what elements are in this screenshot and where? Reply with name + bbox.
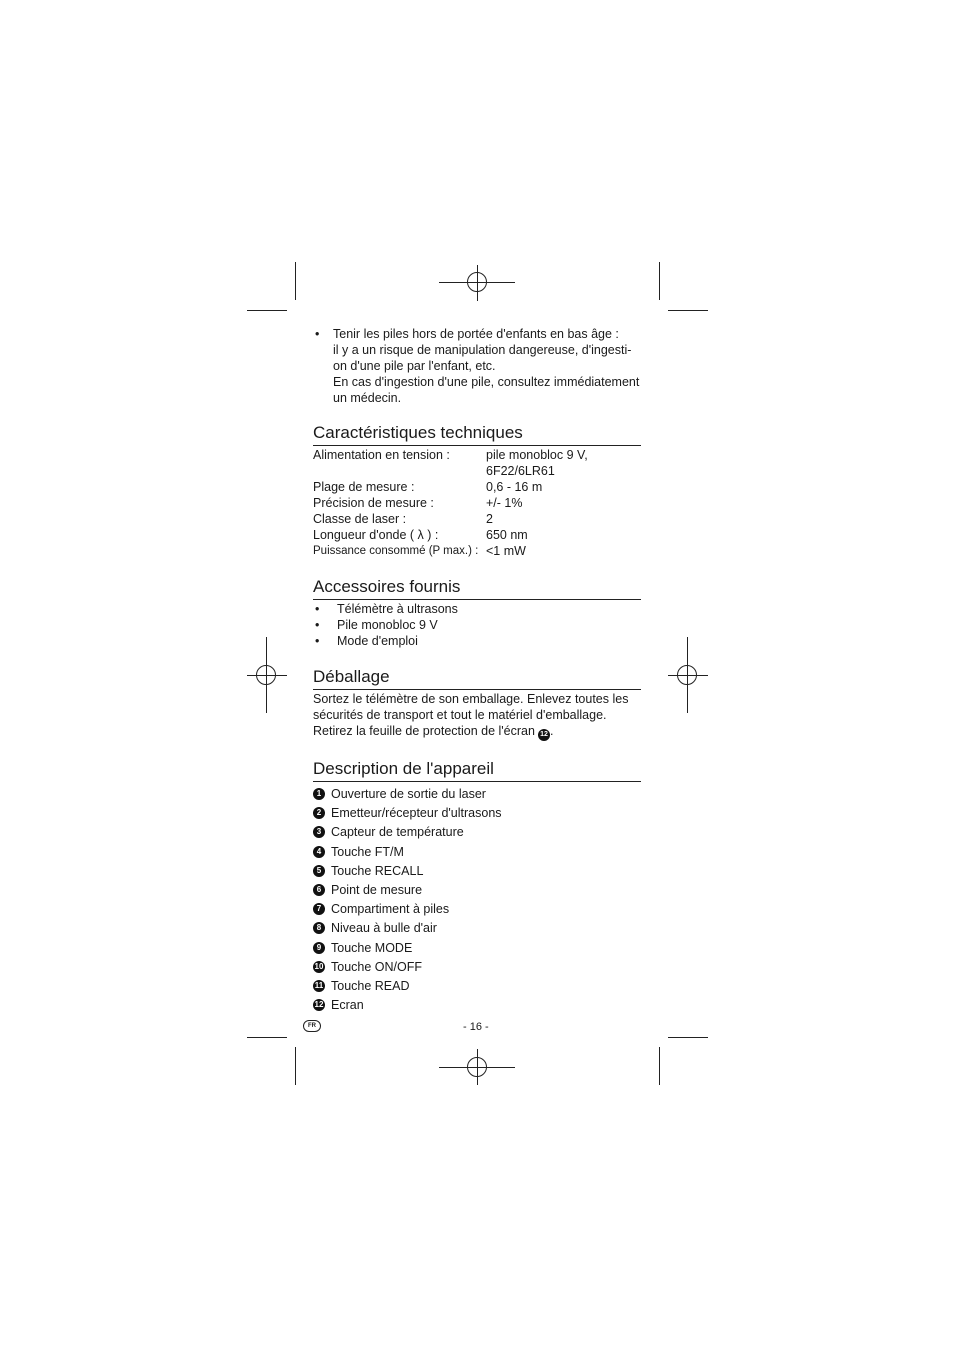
section-title-specs: Caractéristiques techniques xyxy=(313,423,641,446)
list-item: 3 Capteur de température xyxy=(313,823,641,842)
screen-ref-badge: 12 xyxy=(538,729,550,741)
list-item: 10 Touche ON/OFF xyxy=(314,959,422,974)
page-content xyxy=(313,326,641,1015)
crop-mark xyxy=(295,1047,296,1085)
intro-line: un médecin. xyxy=(333,391,402,405)
list-item: 12 Ecran xyxy=(314,998,364,1013)
language-badge: FR xyxy=(303,1020,321,1032)
crop-mark xyxy=(659,1047,660,1085)
section-title-accessories: Accessoires fournis xyxy=(313,577,641,600)
section-title-description: Description de l'appareil xyxy=(313,759,641,782)
part-number-badge: 3 xyxy=(313,826,325,838)
part-number-badge: 11 xyxy=(314,980,324,990)
spec-row: Plage de mesure : 0,6 - 16 m xyxy=(313,480,543,494)
intro-line: il y a un risque de manipulation dangereuse, d'ingesti- xyxy=(333,343,632,357)
part-number-badge: 9 xyxy=(313,942,325,954)
spec-row: Alimentation en tension : pile monobloc 9 V, xyxy=(313,448,588,462)
part-number-badge: 5 xyxy=(313,865,325,877)
part-number-badge: 10 xyxy=(314,961,324,971)
intro-bullet xyxy=(315,326,641,406)
part-number-badge: 8 xyxy=(313,922,325,934)
crop-mark xyxy=(659,262,660,300)
list-item: 7 Compartiment à piles xyxy=(313,900,641,919)
intro-line: En cas d'ingestion d'une pile, consultez immédiatement xyxy=(333,375,640,389)
page-number: - 16 - xyxy=(463,1021,489,1033)
spec-row: Longueur d'onde ( λ ) : 650 nm xyxy=(313,528,528,542)
part-number-badge: 2 xyxy=(313,807,325,819)
accessories-list xyxy=(313,601,641,649)
list-item: 11 Touche READ xyxy=(314,978,410,993)
section-title-unpacking: Déballage xyxy=(313,667,641,690)
crop-mark xyxy=(668,310,708,311)
list-item: 9 Touche MODE xyxy=(313,938,641,957)
list-item: • Mode d'emploi xyxy=(315,634,418,648)
list-item: • Pile monobloc 9 V xyxy=(315,618,438,632)
crop-mark xyxy=(668,1037,708,1038)
list-item: 6 Point de mesure xyxy=(313,880,641,899)
list-item: • Télémètre à ultrasons xyxy=(315,602,458,616)
specs-table xyxy=(313,447,641,559)
spec-row: 6F22/6LR61 xyxy=(486,464,555,478)
bullet-symbol: • xyxy=(315,327,320,341)
crop-mark xyxy=(295,262,296,300)
list-item: 1 Ouverture de sortie du laser xyxy=(313,785,641,804)
list-item: 2 Emetteur/récepteur d'ultrasons xyxy=(313,804,641,823)
part-number-badge: 6 xyxy=(313,884,325,896)
spec-row: Puissance consommé (P max.) : <1 mW xyxy=(313,544,526,558)
unpacking-paragraph: Sortez le télémètre de son emballage. Enlevez toutes les sécurités de transport et tout le matériel d'emballage. Retirez la feuille de protection de l'écran 12 . xyxy=(313,691,641,741)
list-item: 4 Touche FT/M xyxy=(313,842,641,861)
list-item: 5 Touche RECALL xyxy=(313,861,641,880)
intro-line: Tenir les piles hors de portée d'enfants en bas âge : xyxy=(333,327,619,341)
part-number-badge: 4 xyxy=(313,846,325,858)
list-item: 8 Niveau à bulle d'air xyxy=(313,919,641,938)
spec-row: Classe de laser : 2 xyxy=(313,512,493,526)
part-number-badge: 1 xyxy=(313,788,325,800)
intro-line: on d'une pile par l'enfant, etc. xyxy=(333,359,496,373)
spec-row: Précision de mesure : +/- 1% xyxy=(313,496,523,510)
part-number-badge: 7 xyxy=(313,903,325,915)
parts-list xyxy=(313,785,641,1015)
crop-mark xyxy=(247,1037,287,1038)
crop-mark xyxy=(247,310,287,311)
part-number-badge: 12 xyxy=(314,1000,324,1010)
